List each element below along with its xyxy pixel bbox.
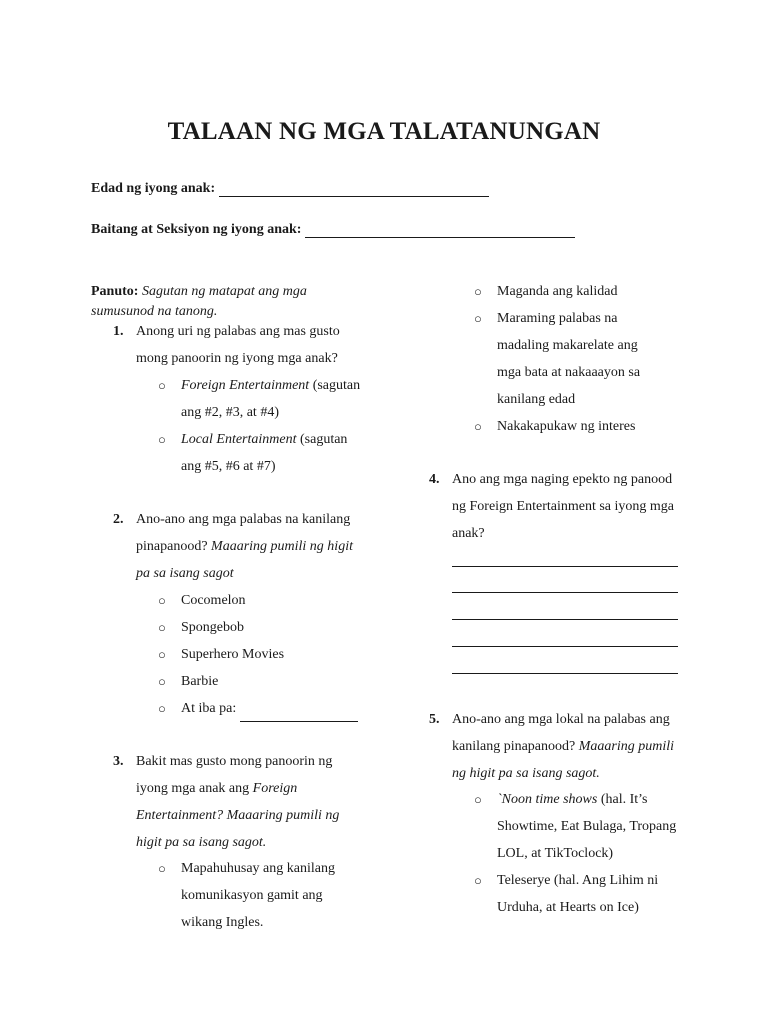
q2-option-label: At iba pa: bbox=[181, 701, 237, 716]
question-3-text: Bakit mas gusto mong panoorin ng iyong mga anak ang bbox=[136, 754, 333, 796]
question-1-text: Anong uri ng palabas ang mas gusto mong panoorin ng iyong mga anak? bbox=[136, 324, 340, 366]
circle-bullet-icon: ○ bbox=[158, 620, 166, 635]
circle-bullet-icon: ○ bbox=[158, 647, 166, 662]
q2-option-superhero-movies[interactable] bbox=[158, 641, 284, 668]
q2-option-others[interactable] bbox=[158, 695, 358, 722]
q5-option-noon-time-shows[interactable] bbox=[474, 786, 684, 867]
question-4-text: Ano ang mga naging epekto ng panood ng Foreign Entertainment sa iyong mga anak? bbox=[452, 472, 675, 541]
q3-option-relatable[interactable] bbox=[474, 305, 664, 413]
q2-option-label: Spongebob bbox=[181, 620, 244, 635]
q3-option-interest[interactable] bbox=[474, 413, 684, 440]
child-age-label: Edad ng iyong anak: bbox=[91, 181, 216, 196]
q3-option-label: Mapahuhusay ang kanilang komunikasyon gamit ang wikang Ingles. bbox=[181, 861, 335, 930]
question-2 bbox=[113, 506, 363, 587]
question-5 bbox=[429, 706, 684, 787]
instructions-label: Panuto: bbox=[91, 284, 139, 299]
circle-bullet-icon: ○ bbox=[474, 419, 482, 434]
q2-option-label: Cocomelon bbox=[181, 593, 246, 608]
q3-option-communication[interactable] bbox=[158, 855, 363, 936]
child-grade-section-field bbox=[91, 222, 575, 238]
q3-option-label: Maraming palabas na madaling makarelate ang mga bata at nakaaayon sa kanilang edad bbox=[497, 311, 641, 407]
page-title: TALAAN NG MGA TALATANUNGAN bbox=[167, 118, 601, 145]
circle-bullet-icon: ○ bbox=[158, 593, 166, 608]
q2-option-cocomelon[interactable] bbox=[158, 587, 246, 614]
q5-option-teleserye-label: Teleserye (hal. Ang Lihim ni Urduha, at Hearts on Ice) bbox=[497, 873, 659, 915]
circle-bullet-icon: ○ bbox=[474, 873, 482, 888]
q1-option-local-title: Local Entertainment bbox=[181, 432, 297, 447]
q1-option-local[interactable] bbox=[158, 426, 368, 480]
instructions bbox=[91, 282, 361, 322]
question-5-text: Ano-ano ang mga lokal na palabas ang kanilang pinapanood? bbox=[452, 712, 670, 754]
q2-option-barbie[interactable] bbox=[158, 668, 218, 695]
q2-option-label: Superhero Movies bbox=[181, 647, 285, 662]
radio-circle-icon: ○ bbox=[158, 432, 166, 447]
question-3-number: 3. bbox=[113, 754, 124, 769]
q4-answer-line[interactable] bbox=[452, 673, 678, 674]
circle-bullet-icon: ○ bbox=[158, 674, 166, 689]
question-5-number: 5. bbox=[429, 712, 440, 727]
child-age-answer-line[interactable] bbox=[219, 182, 489, 197]
instructions-text: Sagutan ng matapat ang mga sumusunod na tanong. bbox=[91, 284, 307, 319]
child-age-field bbox=[91, 181, 489, 197]
q3-option-quality[interactable] bbox=[474, 278, 684, 305]
radio-circle-icon: ○ bbox=[158, 378, 166, 393]
q3-option-label: Maganda ang kalidad bbox=[497, 284, 618, 299]
q1-option-foreign-note: (sagutan ang #2, #3, at #4) bbox=[181, 378, 361, 420]
q2-option-spongebob[interactable] bbox=[158, 614, 244, 641]
q5-option-noon-note: (hal. It’s Showtime, Eat Bulaga, Tropang LOL, at TikToclock) bbox=[497, 792, 677, 861]
circle-bullet-icon: ○ bbox=[158, 701, 166, 716]
q1-option-foreign[interactable] bbox=[158, 372, 368, 426]
question-2-text: Ano-ano ang mga palabas na kanilang pinapanood? bbox=[136, 512, 351, 554]
question-3-text-italic: Foreign Entertainment bbox=[136, 781, 298, 823]
q5-option-teleserye[interactable] bbox=[474, 867, 684, 921]
q1-option-local-note: (sagutan ang #5, #6 at #7) bbox=[181, 432, 348, 474]
question-3 bbox=[113, 748, 363, 856]
question-2-number: 2. bbox=[113, 512, 124, 527]
q5-option-noon-title: `Noon time shows bbox=[497, 792, 598, 807]
q2-option-label: Barbie bbox=[181, 674, 219, 689]
q4-answer-line[interactable] bbox=[452, 646, 678, 647]
child-grade-section-answer-line[interactable] bbox=[305, 223, 575, 238]
q4-answer-line[interactable] bbox=[452, 619, 678, 620]
question-1 bbox=[113, 318, 363, 372]
question-1-number: 1. bbox=[113, 324, 124, 339]
q1-option-foreign-title: Foreign Entertainment bbox=[181, 378, 310, 393]
circle-bullet-icon: ○ bbox=[158, 861, 166, 876]
q3-option-label: Nakakapukaw ng interes bbox=[497, 419, 636, 434]
circle-bullet-icon: ○ bbox=[474, 284, 482, 299]
question-2-hint: Maaaring pumili ng higit pa sa isang sagot bbox=[136, 539, 353, 581]
circle-bullet-icon: ○ bbox=[474, 311, 482, 326]
q4-answer-line[interactable] bbox=[452, 566, 678, 567]
child-grade-section-label: Baitang at Seksiyon ng iyong anak: bbox=[91, 222, 302, 237]
q2-others-answer-line[interactable] bbox=[240, 708, 358, 722]
question-4-number: 4. bbox=[429, 472, 440, 487]
q4-answer-line[interactable] bbox=[452, 592, 678, 593]
question-3-hint: ? Maaaring pumili ng higit pa sa isang sagot. bbox=[136, 808, 340, 850]
question-5-hint: Maaaring pumili ng higit pa sa isang sagot. bbox=[452, 739, 675, 781]
question-4 bbox=[429, 466, 684, 547]
circle-bullet-icon: ○ bbox=[474, 792, 482, 807]
